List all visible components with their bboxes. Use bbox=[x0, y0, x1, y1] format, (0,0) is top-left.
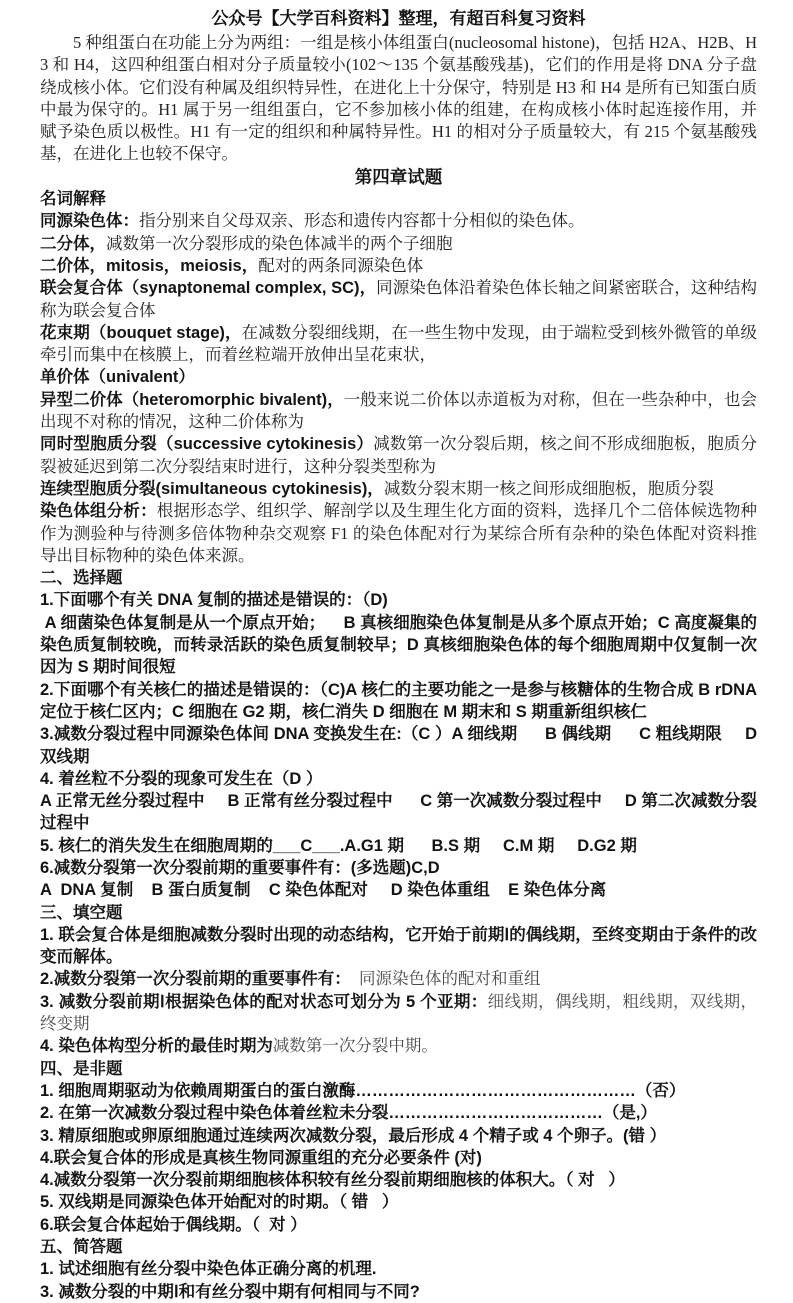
options-line bbox=[40, 879, 757, 901]
text-segment: 花束期（bouquet stage)， bbox=[40, 323, 242, 342]
fill-line bbox=[40, 968, 757, 990]
text-segment: 2.减数分裂第一次分裂前期的重要事件有： bbox=[40, 970, 351, 989]
text-segment: 细线期，偶线期，粗线期，双线期，终变期 bbox=[40, 991, 757, 1034]
options-line bbox=[40, 612, 757, 679]
question-line bbox=[40, 835, 757, 857]
text-segment: 4.减数分裂第一次分裂前期细胞核体积较有丝分裂前期细胞核的体积大。（ 对 ） bbox=[40, 1171, 625, 1190]
text-segment: 同源染色体的配对和重组 bbox=[350, 969, 541, 989]
text-segment: 联会复合体（synaptonemal complex, SC)， bbox=[40, 279, 377, 298]
text-segment: 2. 在第一次减数分裂过程中染色体着丝粒未分裂…………………………………（是,） bbox=[40, 1104, 657, 1123]
question-line bbox=[40, 679, 762, 724]
shortanswer-line bbox=[40, 1258, 757, 1280]
term-line bbox=[40, 478, 757, 500]
truefalse-line bbox=[40, 1169, 757, 1191]
text-segment: 4.联会复合体的形成是真核生物同源重组的充分必要条件 (对) bbox=[40, 1148, 482, 1167]
question-line bbox=[40, 768, 757, 790]
term-line bbox=[40, 233, 757, 255]
text-segment: 同时型胞质分裂（successive cytokinesis） bbox=[40, 435, 374, 454]
text-segment: 1. 试述细胞有丝分裂中染色体正确分离的机理. bbox=[40, 1260, 377, 1279]
page-header: 公众号【大学百科资料】整理，有超百科复习资料 bbox=[211, 9, 586, 28]
text-segment: 同源染色体： bbox=[40, 212, 139, 231]
term-line bbox=[40, 433, 757, 478]
text-segment: 染色体组分析： bbox=[40, 502, 157, 521]
text-segment: 减数第一次分裂形成的染色体减半的两个子细胞 bbox=[106, 233, 453, 253]
text-segment: 异型二价体（heteromorphic bivalent)， bbox=[40, 390, 344, 409]
section-heading-truefalse bbox=[40, 1058, 757, 1080]
fill-line bbox=[40, 1035, 757, 1057]
section-heading-choice bbox=[40, 567, 757, 589]
text-segment: 三、填空题 bbox=[40, 903, 123, 922]
text-segment: 单价体（univalent） bbox=[40, 368, 195, 387]
truefalse-line bbox=[40, 1191, 757, 1213]
text-segment: 1.下面哪个有关 DNA 复制的描述是错误的：（D) bbox=[40, 591, 388, 610]
term-line bbox=[40, 322, 757, 367]
text-segment: 3. 减数分裂的中期Ⅰ和有丝分裂中期有何相同与不同? bbox=[40, 1282, 420, 1301]
truefalse-line bbox=[40, 1147, 757, 1169]
term-line bbox=[40, 255, 757, 277]
truefalse-line bbox=[40, 1080, 757, 1102]
text-segment: 6.联会复合体起始于偶线期。（ 对 ） bbox=[40, 1215, 307, 1234]
text-segment: 3. 精原细胞或卵原细胞通过连续两次减数分裂，最后形成 4 个精子或 4 个卵子。(错 ） bbox=[40, 1126, 667, 1145]
text-segment: 减数第一次分裂后期，核之间不形成细胞板，胞质分裂被延迟到第二次分裂结束时进行，这种分裂类型称为 bbox=[40, 434, 758, 476]
section-heading-fill bbox=[40, 902, 757, 924]
term-line bbox=[40, 210, 757, 232]
text-segment: 5 种组蛋白在功能上分为两组：一组是核小体组蛋白(nucleosomal histone)，包括 H2A、H2B、H3 和 H4，这四种组蛋白相对分子质量较小(102～135 个氨基酸残基)，它们的作用是将 DNA 分子盘绕成核小体。它们没有种属及组织特异性，在进化上十分保守，特别是 H3 和 H4 是所有已知蛋白质中最为保守的。H1 属于另一组组蛋白，它不参加核小体的组建，在构成核小体时起连接作用，并赋予染色质以极性。H1 有一定的组织和种属特异性。H1 的相对分子质量较大，有 215 个氨基酸残基，在进化上也较不保守。 bbox=[40, 33, 757, 164]
shortanswer-line bbox=[40, 1281, 757, 1303]
text-segment: 名词解释 bbox=[40, 190, 106, 209]
section-heading-shortanswer bbox=[40, 1236, 757, 1258]
text-segment: 四、是非题 bbox=[40, 1059, 123, 1078]
text-segment: 连续型胞质分裂(simultaneous cytokinesis)， bbox=[40, 479, 384, 498]
text-segment: 五、简答题 bbox=[40, 1238, 123, 1257]
term-line bbox=[40, 500, 757, 567]
text-segment: 4. 染色体构型分析的最佳时期为 bbox=[40, 1037, 273, 1056]
term-line bbox=[40, 277, 757, 322]
text-segment: A 细菌染色体复制是从一个原点开始； B 真核细胞染色体复制是从多个原点开始；C 高度凝集的染色质复制较晚，而转录活跃的染色质复制较早；D 真核细胞染色体的每个细胞周期中仅复制一次因为 S 期时间很短 bbox=[40, 613, 757, 677]
term-line bbox=[40, 366, 757, 388]
truefalse-line bbox=[40, 1214, 757, 1236]
text-segment: 配对的两条同源染色体 bbox=[258, 255, 424, 275]
text-segment: A DNA 复制 B 蛋白质复制 C 染色体配对 D 染色体重组 E 染色体分离 bbox=[40, 881, 607, 900]
question-line bbox=[40, 723, 762, 768]
intro-paragraph bbox=[40, 32, 757, 166]
text-segment: 一般来说二价体以赤道板为对称，但在一些杂种中，也会出现不对称的情况，这种二价体称为 bbox=[40, 389, 757, 432]
text-segment: 6.减数分裂第一次分裂前期的重要事件有：(多选题)C,D bbox=[40, 858, 440, 877]
fill-line bbox=[40, 924, 757, 969]
term-line bbox=[40, 389, 757, 434]
text-segment: 在减数分裂细线期，在一些生物中发现，由于端粒受到核外微管的单级牵引而集中在核膜上，而着丝粒端开放伸出呈花束状， bbox=[40, 322, 758, 365]
text-segment: 3. 减数分裂前期Ⅰ根据染色体的配对状态可划分为 5 个亚期： bbox=[40, 992, 488, 1011]
text-segment: 5. 双线期是同源染色体开始配对的时期。（ 错 ） bbox=[40, 1193, 399, 1212]
chapter-title bbox=[40, 166, 757, 188]
document-body bbox=[40, 32, 762, 1303]
question-line bbox=[40, 589, 757, 611]
text-segment: 二分体， bbox=[40, 234, 106, 253]
text-segment: 同源染色体沿着染色体长轴之间紧密联合，这种结构称为联会复合体 bbox=[40, 278, 758, 320]
text-segment: 1. 细胞周期驱动为依赖周期蛋白的蛋白激酶……………………………………………（否） bbox=[40, 1081, 686, 1100]
text-segment: 减数第一次分裂中期。 bbox=[272, 1036, 438, 1056]
text-segment: 指分别来自父母双亲、形态和遗传内容都十分相似的染色体。 bbox=[139, 211, 585, 231]
text-segment: 第四章试题 bbox=[354, 166, 443, 187]
question-line bbox=[40, 857, 757, 879]
text-segment: 1. 联会复合体是细胞减数分裂时出现的动态结构，它开始于前期Ⅰ的偶线期，至终变期由于条件的改变而解体。 bbox=[40, 925, 757, 967]
text-segment: 二、选择题 bbox=[40, 569, 123, 588]
text-segment: 根据形态学、组织学、解剖学以及生理生化方面的资料，选择几个二倍体候选物种作为测验种与待测多倍体物种杂交观察 F1 的染色体配对行为某综合所有杂种的染色体配对资料推导出目标物种的染色体来源。 bbox=[40, 501, 758, 565]
truefalse-line bbox=[40, 1125, 757, 1147]
text-segment: 二价体，mitosis，meiosis， bbox=[40, 256, 259, 275]
text-segment: 减数分裂末期一核之间形成细胞板，胞质分裂 bbox=[383, 478, 714, 498]
text-segment: 3.减数分裂过程中同源染色体间 DNA 变换发生在:（C ）A 细线期 B 偶线期 C 粗线期限 D 双线期 bbox=[40, 725, 762, 766]
truefalse-line bbox=[40, 1102, 757, 1124]
section-heading-terms bbox=[40, 188, 757, 210]
options-line bbox=[40, 790, 757, 835]
text-segment: A 正常无丝分裂过程中 B 正常有丝分裂过程中 C 第一次减数分裂过程中 D 第二次减数分裂过程中 bbox=[40, 792, 757, 833]
text-segment: 4. 着丝粒不分裂的现象可发生在（D ） bbox=[40, 769, 323, 788]
fill-line bbox=[40, 991, 757, 1036]
text-segment: 5. 核仁的消失发生在细胞周期的___C___.A.G1 期 B.S 期 C.M 期 D.G2 期 bbox=[40, 836, 637, 855]
text-segment: 2.下面哪个有关核仁的描述是错误的：（C)A 核仁的主要功能之一是参与核糖体的生物合成 B rDNA 定位于核仁区内；C 细胞在 G2 期，核仁消失 D 细胞在 M 期末和 S 期重新组织核仁 bbox=[40, 680, 762, 721]
